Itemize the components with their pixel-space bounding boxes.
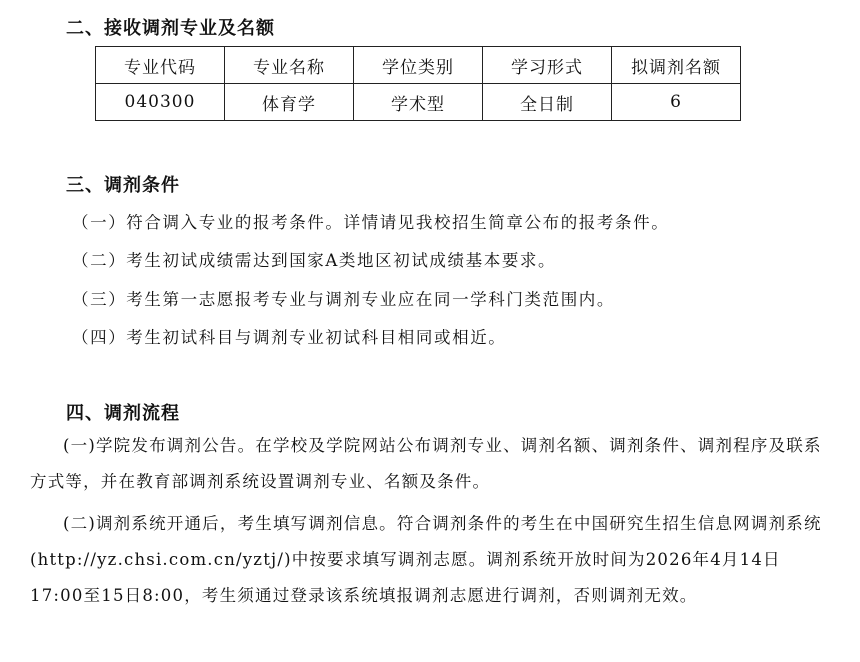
header-cell: 学习形式 — [483, 47, 612, 84]
process-paragraph: (一)学院发布调剂公告。在学校及学院网站公布调剂专业、调剂名额、调剂条件、调剂程序及联系方式等，并在教育部调剂系统设置调剂专业、名额及条件。 — [30, 436, 822, 491]
condition-item: （四）考生初试科目与调剂专业初试科目相同或相近。 — [72, 328, 507, 347]
header-cell: 拟调剂名额 — [612, 47, 741, 84]
section-3-title: 三、调剂条件 — [66, 175, 180, 196]
table-header-row — [96, 47, 741, 84]
section-2-title: 二、接收调剂专业及名额 — [66, 18, 275, 39]
header-cell: 专业名称 — [225, 47, 354, 84]
section-4-title: 四、调剂流程 — [66, 403, 180, 424]
header-cell: 学位类别 — [354, 47, 483, 84]
table-cell: 学术型 — [354, 84, 483, 121]
condition-item: （二）考生初试成绩需达到国家A类地区初试成绩基本要求。 — [72, 251, 557, 270]
header-cell: 专业代码 — [96, 47, 225, 84]
table-cell: 6 — [612, 84, 741, 121]
table-cell: 全日制 — [483, 84, 612, 121]
table-row — [96, 84, 741, 121]
condition-item: （三）考生第一志愿报考专业与调剂专业应在同一学科门类范围内。 — [72, 290, 615, 309]
condition-item: （一）符合调入专业的报考条件。详情请见我校招生简章公布的报考条件。 — [72, 213, 670, 232]
table-cell: 040300 — [96, 84, 225, 121]
quota-table — [95, 46, 741, 121]
process-paragraph: (二)调剂系统开通后，考生填写调剂信息。符合调剂条件的考生在中国研究生招生信息网调剂系统(http://yz.chsi.com.cn/yztj/)中按要求填写调剂志愿。调剂系统开放时间为2026年4月14日17:00至15日8:00，考生须通过登录该系统填报调剂志愿进行调剂，否则调剂无效。 — [30, 514, 822, 605]
table-cell: 体育学 — [225, 84, 354, 121]
